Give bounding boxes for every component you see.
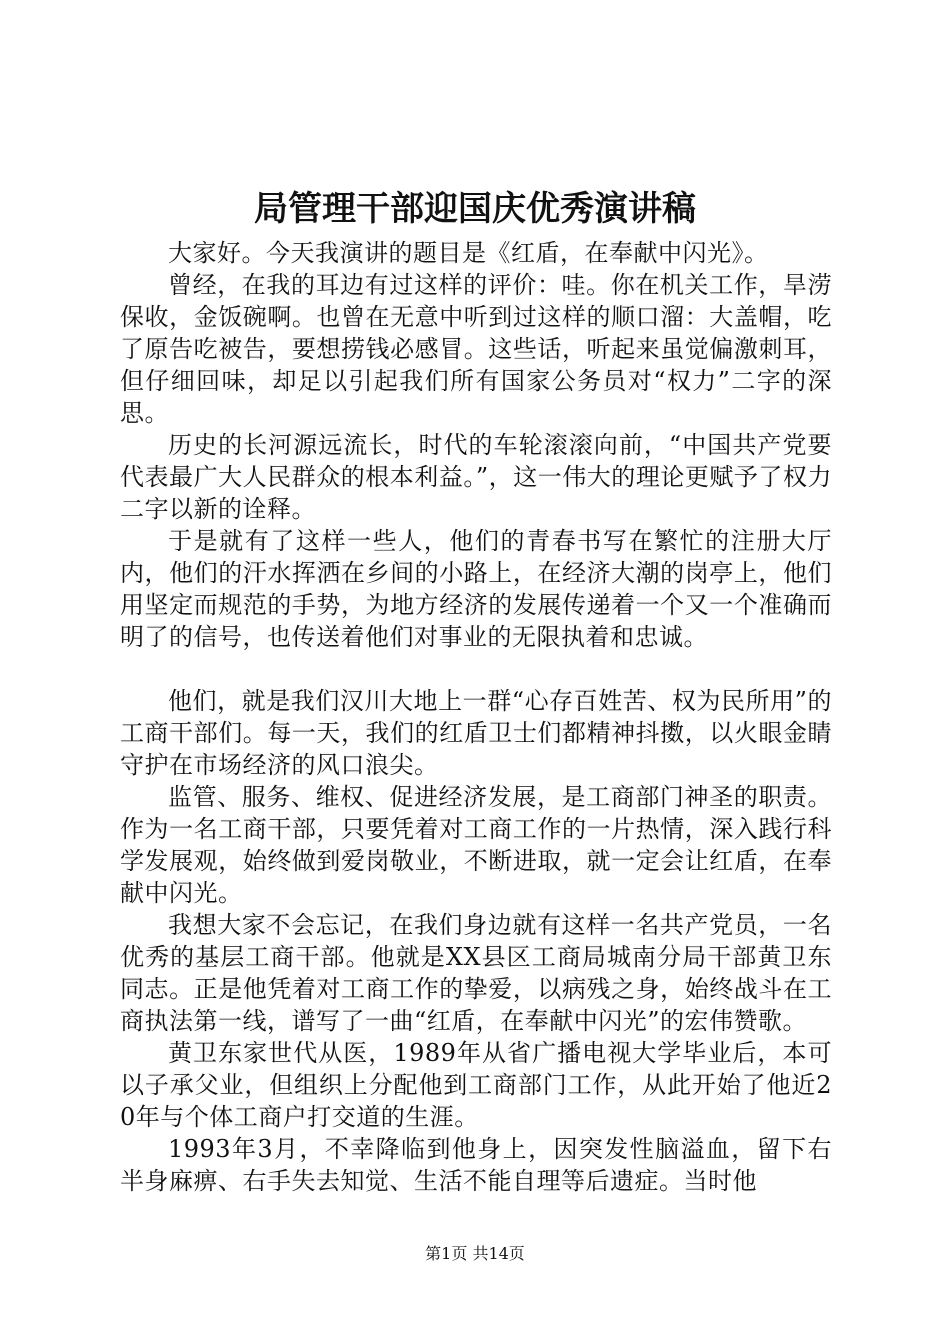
document-title: 局管理干部迎国庆优秀演讲稿 (254, 189, 696, 229)
paragraph: 他们，就是我们汉川大地上一群“心存百姓苦、权为民所用”的工商干部们。每一天，我们的红盾卫士们都精神抖擞，以火眼金睛守护在市场经济的风口浪尖。 (120, 687, 832, 779)
paragraph-greeting: 大家好。今天我演讲的题目是《红盾，在奉献中闪光》。 (168, 239, 769, 267)
paragraph: 我想大家不会忘记，在我们身边就有这样一名共产党员，一名优秀的基层工商干部。他就是XX县区工商局城南分局干部黄卫东同志。正是他凭着对工商工作的挚爱，以病残之身，始终战斗在工商执法第一线，谱写了一曲“红盾，在奉献中闪光”的宏伟赞歌。 (120, 911, 832, 1035)
paragraph: 黄卫东家世代从医，1989年从省广播电视大学毕业后，本可以子承父业，但组织上分配他到工商部门工作，从此开始了他近20年与个体工商户打交道的生涯。 (120, 1039, 832, 1131)
paragraph: 于是就有了这样一些人，他们的青春书写在繁忙的注册大厅内，他们的汗水挥洒在乡间的小路上，在经济大潮的岗亭上，他们用坚定而规范的手势，为地方经济的发展传递着一个又一个准确而明了的信号，也传送着他们对事业的无限执着和忠诚。 (120, 527, 832, 651)
page-footer: 第1页 共14页 (425, 1244, 525, 1263)
paragraph: 1993年3月，不幸降临到他身上，因突发性脑溢血，留下右半身麻痹、右手失去知觉、生活不能自理等后遗症。当时他 (120, 1135, 832, 1195)
paragraph: 监管、服务、维权、促进经济发展，是工商部门神圣的职责。作为一名工商干部，只要凭着对工商工作的一片热情，深入践行科学发展观，始终做到爱岗敬业，不断进取，就一定会让红盾，在奉献中闪光。 (120, 783, 832, 907)
paragraph: 历史的长河源远流长，时代的车轮滚滚向前，“中国共产党要代表最广大人民群众的根本利益。”，这一伟大的理论更赋予了权力二字以新的诠释。 (120, 431, 832, 523)
document-body (120, 237, 832, 1197)
paragraph: 曾经，在我的耳边有过这样的评价：哇。你在机关工作，旱涝保收，金饭碗啊。也曾在无意中听到过这样的顺口溜：大盖帽，吃了原告吃被告，要想捞钱必感冒。这些话，听起来虽觉偏激刺耳，但仔细回味，却足以引起我们所有国家公务员对“权力”二字的深思。 (120, 271, 832, 427)
